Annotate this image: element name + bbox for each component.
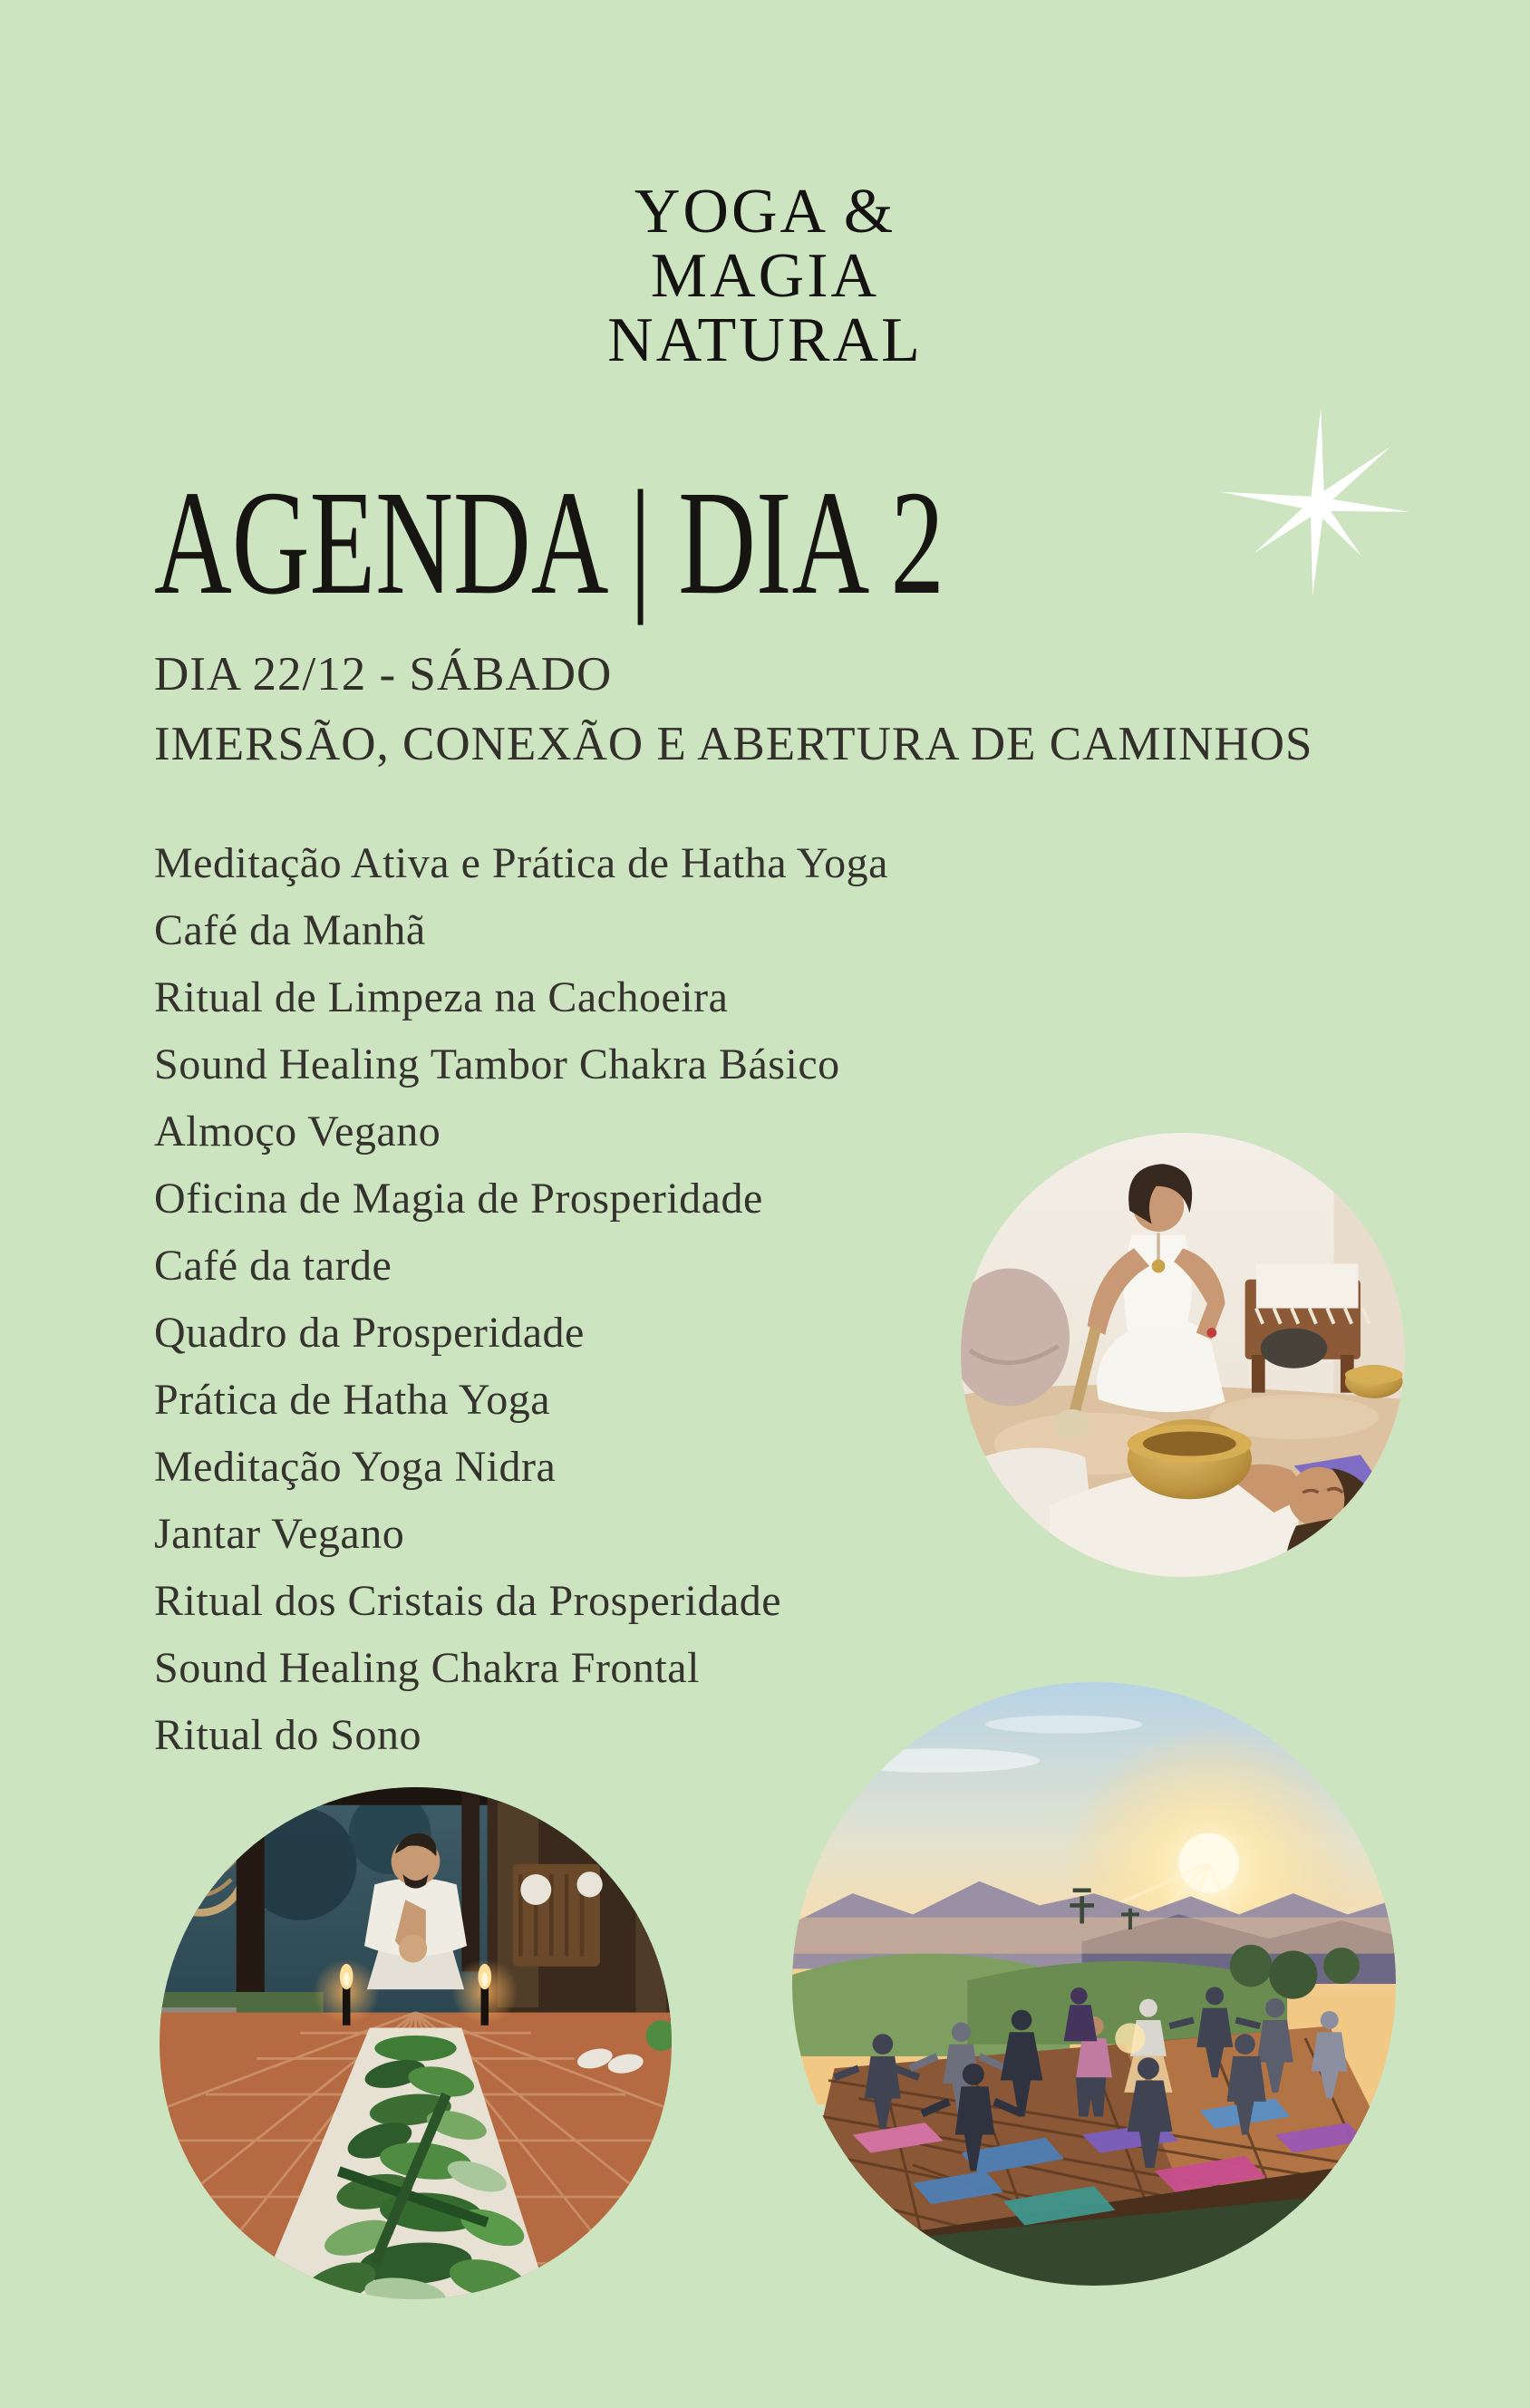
subtitle xyxy=(154,640,1312,779)
logo-line-1: YOGA & xyxy=(634,177,896,247)
agenda-item: Almoço Vegano xyxy=(154,1107,441,1156)
agenda-item: Oficina de Magia de Prosperidade xyxy=(154,1175,763,1223)
agenda-item: Café da Manhã xyxy=(154,906,426,954)
agenda-item: Sound Healing Tambor Chakra Básico xyxy=(154,1040,840,1088)
agenda-item: Café da tarde xyxy=(154,1242,392,1290)
agenda-list xyxy=(154,830,888,1769)
photo-leaf-ritual xyxy=(160,1787,672,2299)
agenda-item: Ritual do Sono xyxy=(154,1711,422,1759)
agenda-item: Prática de Hatha Yoga xyxy=(154,1376,551,1424)
agenda-item: Quadro da Prosperidade xyxy=(154,1309,585,1357)
agenda-item: Sound Healing Chakra Frontal xyxy=(154,1644,700,1692)
brand-logo xyxy=(0,177,1530,375)
photo-sound-healing xyxy=(961,1133,1405,1577)
photo-sunset-yoga xyxy=(792,1682,1396,2286)
agenda-item: Meditação Ativa e Prática de Hatha Yoga xyxy=(154,839,888,887)
agenda-item: Ritual dos Cristais da Prosperidade xyxy=(154,1577,782,1625)
subtitle-theme: IMERSÃO, CONEXÃO E ABERTURA DE CAMINHOS xyxy=(154,718,1313,770)
page-title: AGENDA | DIA 2 xyxy=(154,459,944,625)
agenda-item: Ritual de Limpeza na Cachoeira xyxy=(154,973,729,1021)
agenda-item: Jantar Vegano xyxy=(154,1510,405,1558)
agenda-item: Meditação Yoga Nidra xyxy=(154,1443,557,1491)
logo-line-2: MAGIA xyxy=(650,241,880,311)
logo-line-3: NATURAL xyxy=(607,305,923,375)
subtitle-date: DIA 22/12 - SÁBADO xyxy=(154,648,613,701)
